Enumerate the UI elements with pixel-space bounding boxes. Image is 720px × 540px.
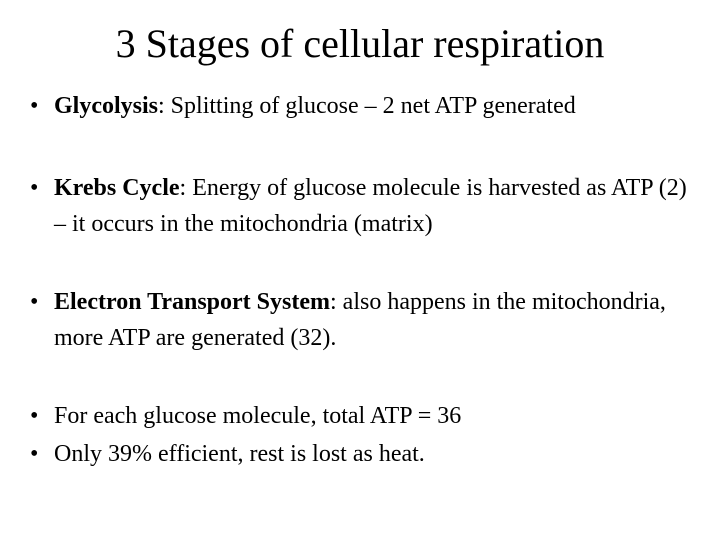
bullet-efficiency: [30, 436, 690, 472]
bullet-icon: •: [30, 441, 39, 467]
bullet-description: : Energy of glucose molecule is harvested as ATP (2) – it occurs in the mitochondria (matrix): [54, 175, 687, 237]
bullet-text: [54, 170, 690, 242]
bullet-icon: •: [30, 289, 39, 315]
bullet-icon: •: [30, 93, 39, 119]
bullet-description: : Splitting of glucose – 2 net ATP generated: [158, 93, 576, 119]
bullet-text: [54, 284, 690, 356]
bullet-text: [54, 88, 690, 124]
bullet-krebs-cycle: [30, 170, 690, 242]
bullet-description: : also happens in the mitochondria, more ATP are generated (32).: [54, 289, 666, 351]
bullet-icon: •: [30, 403, 39, 429]
bullet-total-atp: [30, 398, 690, 434]
bullet-electron-transport: [30, 284, 690, 356]
slide-title: 3 Stages of cellular respiration: [115, 21, 605, 66]
bullet-term: Electron Transport System: [54, 289, 330, 315]
bullet-glycolysis: [30, 88, 690, 124]
bullet-term: Krebs Cycle: [54, 175, 180, 201]
bullet-text: For each glucose molecule, total ATP = 36: [54, 403, 462, 429]
bullet-text: Only 39% efficient, rest is lost as heat.: [54, 441, 425, 467]
bullet-term: Glycolysis: [54, 93, 159, 119]
bullet-icon: •: [30, 175, 39, 201]
